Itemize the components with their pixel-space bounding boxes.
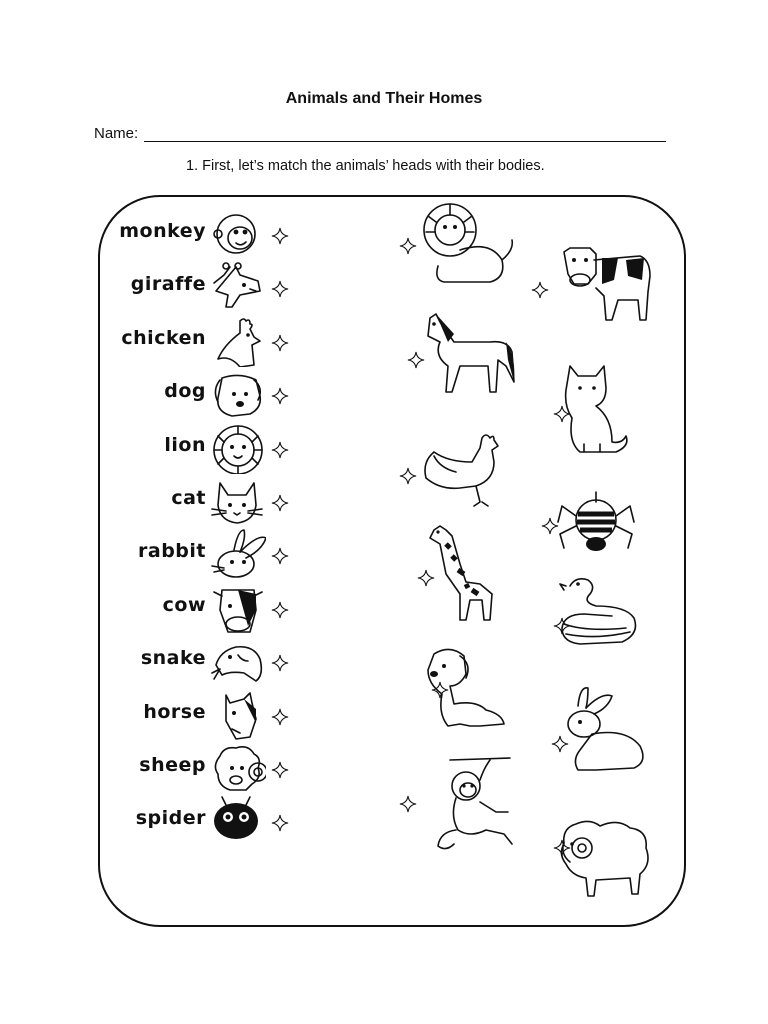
match-star-head-lion[interactable] bbox=[271, 441, 289, 459]
animal-word-monkey: monkey bbox=[119, 220, 206, 242]
rabbit-body-icon bbox=[556, 684, 656, 784]
monkey-body-icon bbox=[420, 756, 520, 856]
animal-word-chicken: chicken bbox=[121, 326, 206, 349]
sheep-head-icon bbox=[210, 742, 266, 794]
giraffe-head-icon bbox=[210, 261, 266, 313]
cat-head-icon bbox=[210, 475, 266, 527]
animal-word-rabbit: rabbit bbox=[138, 540, 206, 563]
match-star-body-chicken[interactable] bbox=[399, 467, 417, 485]
spider-body-icon bbox=[556, 486, 656, 586]
match-star-head-sheep[interactable] bbox=[271, 761, 289, 779]
name-field[interactable] bbox=[94, 125, 666, 142]
match-star-body-snake[interactable] bbox=[553, 617, 571, 635]
match-star-head-rabbit[interactable] bbox=[271, 547, 289, 565]
match-star-body-dog[interactable] bbox=[431, 681, 449, 699]
lion-body-icon bbox=[420, 200, 520, 300]
match-star-head-monkey[interactable] bbox=[271, 227, 289, 245]
dog-head-icon bbox=[210, 368, 266, 420]
match-star-head-snake[interactable] bbox=[271, 654, 289, 672]
match-star-body-spider[interactable] bbox=[541, 517, 559, 535]
spider-head-icon bbox=[210, 795, 266, 847]
cow-body-icon bbox=[556, 240, 656, 340]
match-star-head-cat[interactable] bbox=[271, 494, 289, 512]
animal-word-horse: horse bbox=[143, 700, 206, 723]
animal-word-cat: cat bbox=[171, 487, 206, 509]
match-star-body-sheep[interactable] bbox=[553, 839, 571, 857]
horse-head-icon bbox=[210, 689, 266, 741]
animal-word-giraffe: giraffe bbox=[130, 273, 206, 296]
cat-body-icon bbox=[556, 362, 656, 462]
match-star-body-rabbit[interactable] bbox=[551, 735, 569, 753]
animal-word-lion: lion bbox=[164, 433, 206, 456]
name-label: Name: bbox=[94, 125, 139, 142]
monkey-head-icon bbox=[210, 208, 266, 260]
animal-word-snake: snake bbox=[140, 647, 206, 670]
chicken-body-icon bbox=[420, 432, 520, 532]
rabbit-head-icon bbox=[210, 528, 266, 580]
sheep-body-icon bbox=[556, 814, 656, 914]
match-star-body-horse[interactable] bbox=[407, 351, 425, 369]
match-star-body-cow[interactable] bbox=[531, 281, 549, 299]
match-star-head-spider[interactable] bbox=[271, 814, 289, 832]
match-star-head-dog[interactable] bbox=[271, 387, 289, 405]
animal-word-spider: spider bbox=[135, 807, 206, 830]
match-star-body-giraffe[interactable] bbox=[417, 569, 435, 587]
animal-word-sheep: sheep bbox=[139, 754, 206, 776]
worksheet-title: Animals and Their Homes bbox=[285, 90, 483, 107]
match-star-head-horse[interactable] bbox=[271, 708, 289, 726]
match-star-body-cat[interactable] bbox=[553, 405, 571, 423]
name-line[interactable] bbox=[144, 127, 666, 142]
match-star-head-giraffe[interactable] bbox=[271, 280, 289, 298]
cow-head-icon bbox=[210, 582, 266, 634]
match-star-head-chicken[interactable] bbox=[271, 334, 289, 352]
match-star-body-monkey[interactable] bbox=[399, 795, 417, 813]
chicken-head-icon bbox=[210, 315, 266, 367]
match-star-head-cow[interactable] bbox=[271, 601, 289, 619]
giraffe-body-icon bbox=[420, 524, 520, 624]
match-star-body-lion[interactable] bbox=[399, 237, 417, 255]
animal-word-cow: cow bbox=[162, 593, 206, 616]
horse-body-icon bbox=[420, 312, 520, 412]
lion-head-icon bbox=[210, 422, 266, 474]
animal-word-dog: dog bbox=[164, 380, 206, 403]
snake-body-icon bbox=[556, 572, 656, 672]
instruction-text: 1. First, let’s match the animals’ heads with their bodies. bbox=[186, 158, 545, 174]
snake-head-icon bbox=[210, 635, 266, 687]
